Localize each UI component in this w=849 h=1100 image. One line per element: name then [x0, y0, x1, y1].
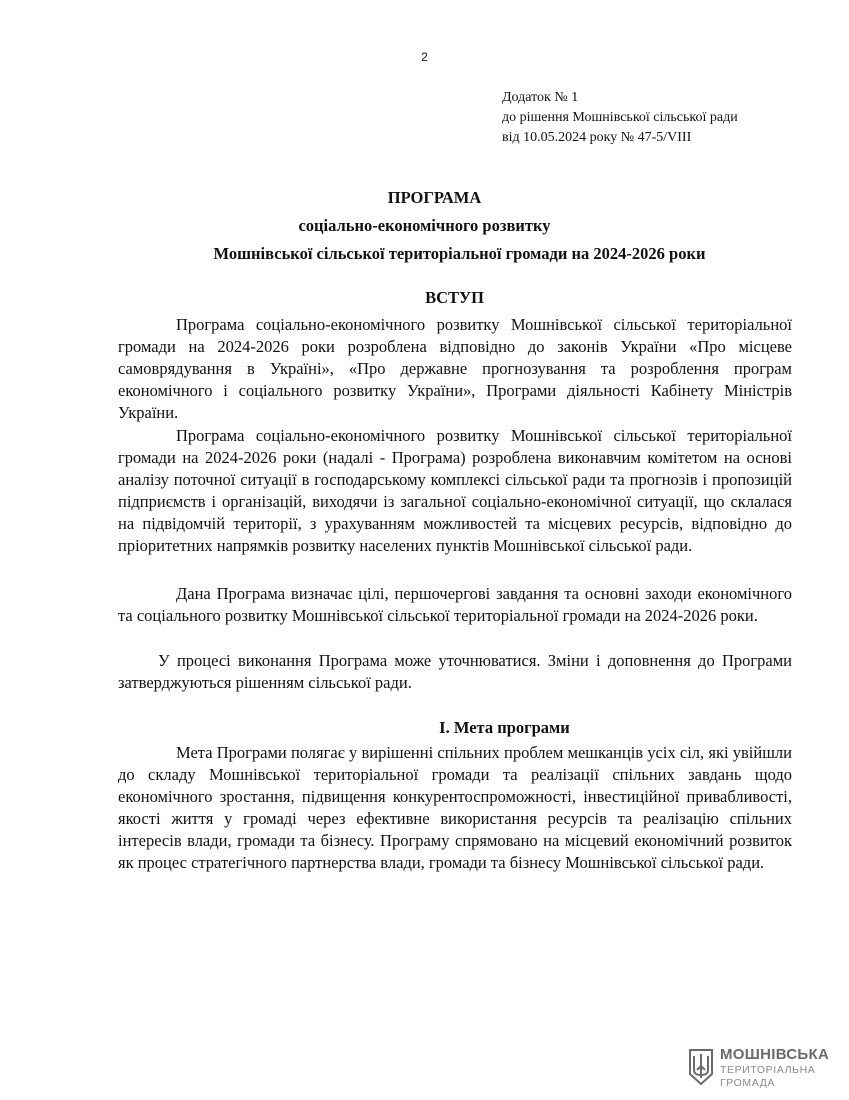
goal-heading: І. Мета програми [439, 718, 570, 737]
intro-paragraph: Програма соціально-економічного розвитку Мошнівської сільської територіальної громади на 2024-2026 роки (надалі - Програма) розроблена виконавчим комітетом на основі аналізу поточної ситуації в господарському комплексі сільської ради та прогнозів і пропозицій підприємств і організацій, виходячи із загальної соціально-економічної ситуації, що склалася на підвідомчій території, з урахуванням можливостей та місцевих ресурсів, відповідно до пріоритетних напрямків розвитку населених пунктів Мошнівської сільської ради. [118, 426, 792, 555]
goal-paragraph: Мета Програми полягає у вирішенні спільних проблем мешканців усіх сіл, які увійшли до складу Мошнівської територіальної громади та реалізації спільних завдань щодо економічного зростання, підвищення конкурентоспроможності, інвестиційної привабливості, якості життя у громаді через ефективне використання ресурсів та реалізацію спільних інтересів влади, громади та бізнесу. Програму спрямовано на місцевий економічний розвиток як процес стратегічного партнерства влади, громади та бізнесу Мошнівської сільської ради. [118, 743, 792, 872]
annex-block [502, 88, 738, 148]
intro-paragraph: Програма соціально-економічного розвитку Мошнівської сільської територіальної громади на 2024-2026 роки розроблена відповідно до законів України «Про місцеве самоврядування в Україні», «Про державне прогнозування та розроблення програм економічного і соціального розвитку України», Програми діяльності Кабінету Міністрів України. [118, 315, 792, 422]
page-number: 2 [421, 50, 428, 64]
title-line-2: соціально-економічного розвитку [298, 216, 551, 235]
annex-title: Додаток № 1 [502, 90, 579, 105]
title-line-1: ПРОГРАМА [387, 188, 482, 207]
intro-heading: ВСТУП [425, 288, 484, 307]
community-logo [688, 1044, 838, 1092]
logo-name: МОШНІВСЬКА [720, 1046, 830, 1063]
logo-subtitle-1: ТЕРИТОРІАЛЬНА [720, 1064, 816, 1076]
title-line-3: Мошнівської сільської територіальної громади на 2024-2026 роки [213, 244, 706, 263]
annex-date: від 10.05.2024 року № 47-5/VIII [502, 130, 692, 145]
logo-subtitle-2: ГРОМАДА [720, 1077, 776, 1089]
document-title [0, 184, 849, 268]
trident-emblem-icon [688, 1048, 714, 1086]
intro-paragraph: Дана Програма визначає цілі, першочергові завдання та основні заходи економічного та соціального розвитку Мошнівської сільської територіальної громади на 2024-2026 роки. [118, 584, 792, 625]
annex-decision: до рішення Мошнівської сільської ради [502, 110, 738, 125]
intro-paragraph: У процесі виконання Програма може уточнюватися. Зміни і доповнення до Програми затверджуються рішенням сільської ради. [118, 651, 792, 692]
